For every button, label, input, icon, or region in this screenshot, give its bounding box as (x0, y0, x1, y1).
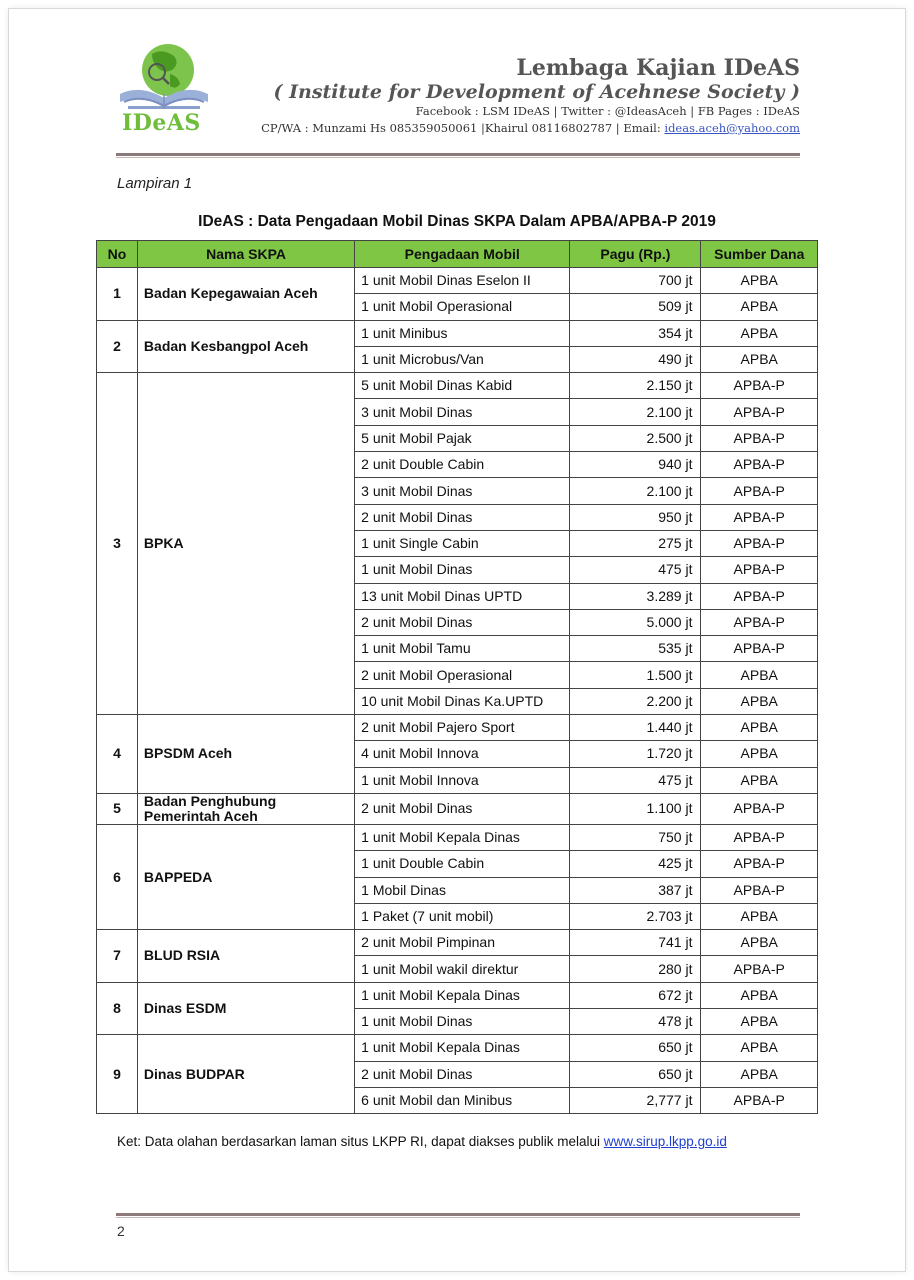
table-row (97, 793, 818, 824)
cell-procurement-item: 3 unit Mobil Dinas (355, 478, 570, 504)
cell-procurement-item: 1 unit Single Cabin (355, 530, 570, 556)
cell-skpa-name: BPKA (137, 373, 354, 715)
cell-pagu: 672 jt (570, 982, 701, 1008)
table-row (97, 930, 818, 956)
contact-line (261, 121, 800, 135)
cell-procurement-item: 10 unit Mobil Dinas Ka.UPTD (355, 688, 570, 714)
cell-procurement-item: 1 unit Minibus (355, 320, 570, 346)
cell-procurement-item: 2 unit Mobil Dinas (355, 1061, 570, 1087)
cell-funding-source: APBA (701, 688, 818, 714)
cell-funding-source: APBA-P (701, 478, 818, 504)
table-row (97, 373, 818, 399)
email-link[interactable]: ideas.aceh@yahoo.com (664, 121, 800, 135)
col-header-skpa: Nama SKPA (137, 241, 354, 268)
cell-pagu: 2.703 jt (570, 903, 701, 929)
logo-text: IDeAS (122, 110, 201, 136)
cell-pagu: 490 jt (570, 346, 701, 372)
cell-funding-source: APBA-P (701, 956, 818, 982)
cell-procurement-item: 1 unit Mobil Kepala Dinas (355, 824, 570, 850)
cell-funding-source: APBA-P (701, 877, 818, 903)
cell-pagu: 275 jt (570, 530, 701, 556)
col-header-no: No (97, 241, 138, 268)
table-header-row (97, 241, 818, 268)
cell-funding-source: APBA (701, 715, 818, 741)
cell-pagu: 3.289 jt (570, 583, 701, 609)
cell-funding-source: APBA (701, 1061, 818, 1087)
cell-no: 8 (97, 982, 138, 1035)
table-row (97, 1035, 818, 1061)
cell-funding-source: APBA-P (701, 583, 818, 609)
cell-procurement-item: 5 unit Mobil Dinas Kabid (355, 373, 570, 399)
table-body (97, 268, 818, 1114)
cell-pagu: 940 jt (570, 452, 701, 478)
cell-no: 1 (97, 268, 138, 321)
cell-procurement-item: 1 unit Mobil Tamu (355, 636, 570, 662)
cell-pagu: 5.000 jt (570, 609, 701, 635)
cell-procurement-item: 5 unit Mobil Pajak (355, 425, 570, 451)
cell-pagu: 535 jt (570, 636, 701, 662)
cell-funding-source: APBA-P (701, 793, 818, 824)
cell-pagu: 1.100 jt (570, 793, 701, 824)
footnote-text: Ket: Data olahan berdasarkan laman situs LKPP RI, dapat diakses publik melalui (117, 1134, 604, 1149)
cell-pagu: 2.200 jt (570, 688, 701, 714)
header-rule (116, 153, 800, 156)
cell-pagu: 1.500 jt (570, 662, 701, 688)
cell-procurement-item: 1 unit Double Cabin (355, 851, 570, 877)
lampiran-label: Lampiran 1 (117, 175, 193, 192)
cell-funding-source: APBA (701, 903, 818, 929)
cell-funding-source: APBA (701, 320, 818, 346)
cell-procurement-item: 1 unit Mobil Dinas (355, 1009, 570, 1035)
cell-funding-source: APBA-P (701, 425, 818, 451)
cell-funding-source: APBA (701, 982, 818, 1008)
cell-funding-source: APBA (701, 741, 818, 767)
cell-no: 4 (97, 715, 138, 794)
cell-procurement-item: 1 unit Mobil wakil direktur (355, 956, 570, 982)
cell-procurement-item: 1 unit Mobil Kepala Dinas (355, 982, 570, 1008)
footer-rule-thin (116, 1217, 800, 1218)
cell-pagu: 2.100 jt (570, 478, 701, 504)
col-header-pagu: Pagu (Rp.) (570, 241, 701, 268)
cell-procurement-item: 1 Mobil Dinas (355, 877, 570, 903)
cell-procurement-item: 2 unit Mobil Operasional (355, 662, 570, 688)
cell-procurement-item: 2 unit Mobil Dinas (355, 793, 570, 824)
procurement-table (96, 240, 818, 1114)
cell-pagu: 750 jt (570, 824, 701, 850)
cell-procurement-item: 2 unit Double Cabin (355, 452, 570, 478)
cell-funding-source: APBA-P (701, 1087, 818, 1113)
cell-funding-source: APBA-P (701, 557, 818, 583)
cell-pagu: 387 jt (570, 877, 701, 903)
cell-pagu: 741 jt (570, 930, 701, 956)
cell-no: 6 (97, 824, 138, 929)
cell-pagu: 425 jt (570, 851, 701, 877)
cell-no: 3 (97, 373, 138, 715)
cell-funding-source: APBA (701, 767, 818, 793)
cell-funding-source: APBA-P (701, 452, 818, 478)
cell-procurement-item: 2 unit Mobil Dinas (355, 609, 570, 635)
cell-skpa-name: BPSDM Aceh (137, 715, 354, 794)
table-row (97, 715, 818, 741)
cell-pagu: 475 jt (570, 557, 701, 583)
table-row (97, 982, 818, 1008)
cell-no: 5 (97, 793, 138, 824)
cell-no: 7 (97, 930, 138, 983)
cell-funding-source: APBA (701, 930, 818, 956)
org-name: Lembaga Kajian IDeAS (516, 55, 800, 81)
cell-pagu: 478 jt (570, 1009, 701, 1035)
cell-pagu: 2.100 jt (570, 399, 701, 425)
cell-pagu: 650 jt (570, 1061, 701, 1087)
cell-procurement-item: 1 unit Mobil Dinas (355, 557, 570, 583)
cell-funding-source: APBA (701, 346, 818, 372)
table-row (97, 320, 818, 346)
cell-procurement-item: 1 unit Mobil Operasional (355, 294, 570, 320)
footer-rule (116, 1213, 800, 1216)
cell-funding-source: APBA-P (701, 609, 818, 635)
contact-text: CP/WA : Munzami Hs 085359050061 |Khairul 08116802787 | Email: (261, 121, 665, 135)
cell-pagu: 1.440 jt (570, 715, 701, 741)
cell-procurement-item: 1 unit Mobil Kepala Dinas (355, 1035, 570, 1061)
cell-no: 2 (97, 320, 138, 373)
social-line: Facebook : LSM IDeAS | Twitter : @IdeasAceh | FB Pages : IDeAS (415, 104, 800, 118)
cell-pagu: 700 jt (570, 268, 701, 294)
table-row (97, 824, 818, 850)
cell-pagu: 950 jt (570, 504, 701, 530)
cell-funding-source: APBA-P (701, 530, 818, 556)
ideas-logo (112, 40, 214, 138)
footnote (117, 1134, 727, 1149)
cell-pagu: 354 jt (570, 320, 701, 346)
cell-pagu: 650 jt (570, 1035, 701, 1061)
cell-pagu: 475 jt (570, 767, 701, 793)
cell-procurement-item: 13 unit Mobil Dinas UPTD (355, 583, 570, 609)
cell-funding-source: APBA (701, 662, 818, 688)
cell-pagu: 2,777 jt (570, 1087, 701, 1113)
cell-procurement-item: 1 unit Microbus/Van (355, 346, 570, 372)
cell-funding-source: APBA-P (701, 851, 818, 877)
org-full-name: ( Institute for Development of Acehnese Society ) (273, 81, 800, 103)
col-header-item: Pengadaan Mobil (355, 241, 570, 268)
cell-funding-source: APBA (701, 1009, 818, 1035)
cell-skpa-name: BAPPEDA (137, 824, 354, 929)
cell-funding-source: APBA (701, 294, 818, 320)
document-title: IDeAS : Data Pengadaan Mobil Dinas SKPA Dalam APBA/APBA-P 2019 (198, 213, 716, 230)
cell-funding-source: APBA-P (701, 399, 818, 425)
cell-pagu: 2.150 jt (570, 373, 701, 399)
cell-procurement-item: 1 unit Mobil Dinas Eselon II (355, 268, 570, 294)
cell-procurement-item: 2 unit Mobil Pimpinan (355, 930, 570, 956)
cell-funding-source: APBA-P (701, 504, 818, 530)
cell-skpa-name: Badan Kesbangpol Aceh (137, 320, 354, 373)
cell-skpa-name: Badan Kepegawaian Aceh (137, 268, 354, 321)
cell-funding-source: APBA-P (701, 824, 818, 850)
cell-pagu: 280 jt (570, 956, 701, 982)
cell-procurement-item: 2 unit Mobil Dinas (355, 504, 570, 530)
header-rule-thin (116, 157, 800, 158)
cell-skpa-name: Badan Penghubung Pemerintah Aceh (137, 793, 354, 824)
cell-skpa-name: Dinas BUDPAR (137, 1035, 354, 1114)
cell-no: 9 (97, 1035, 138, 1114)
cell-skpa-name: Dinas ESDM (137, 982, 354, 1035)
cell-procurement-item: 3 unit Mobil Dinas (355, 399, 570, 425)
cell-pagu: 2.500 jt (570, 425, 701, 451)
col-header-source: Sumber Dana (701, 241, 818, 268)
cell-procurement-item: 2 unit Mobil Pajero Sport (355, 715, 570, 741)
cell-procurement-item: 1 unit Mobil Innova (355, 767, 570, 793)
cell-procurement-item: 1 Paket (7 unit mobil) (355, 903, 570, 929)
cell-pagu: 1.720 jt (570, 741, 701, 767)
page-number: 2 (117, 1223, 125, 1239)
cell-procurement-item: 6 unit Mobil dan Minibus (355, 1087, 570, 1113)
cell-procurement-item: 4 unit Mobil Innova (355, 741, 570, 767)
cell-funding-source: APBA (701, 1035, 818, 1061)
table-row (97, 268, 818, 294)
cell-funding-source: APBA-P (701, 373, 818, 399)
cell-funding-source: APBA-P (701, 636, 818, 662)
footnote-link[interactable]: www.sirup.lkpp.go.id (603, 1134, 727, 1149)
cell-skpa-name: BLUD RSIA (137, 930, 354, 983)
cell-funding-source: APBA (701, 268, 818, 294)
cell-pagu: 509 jt (570, 294, 701, 320)
